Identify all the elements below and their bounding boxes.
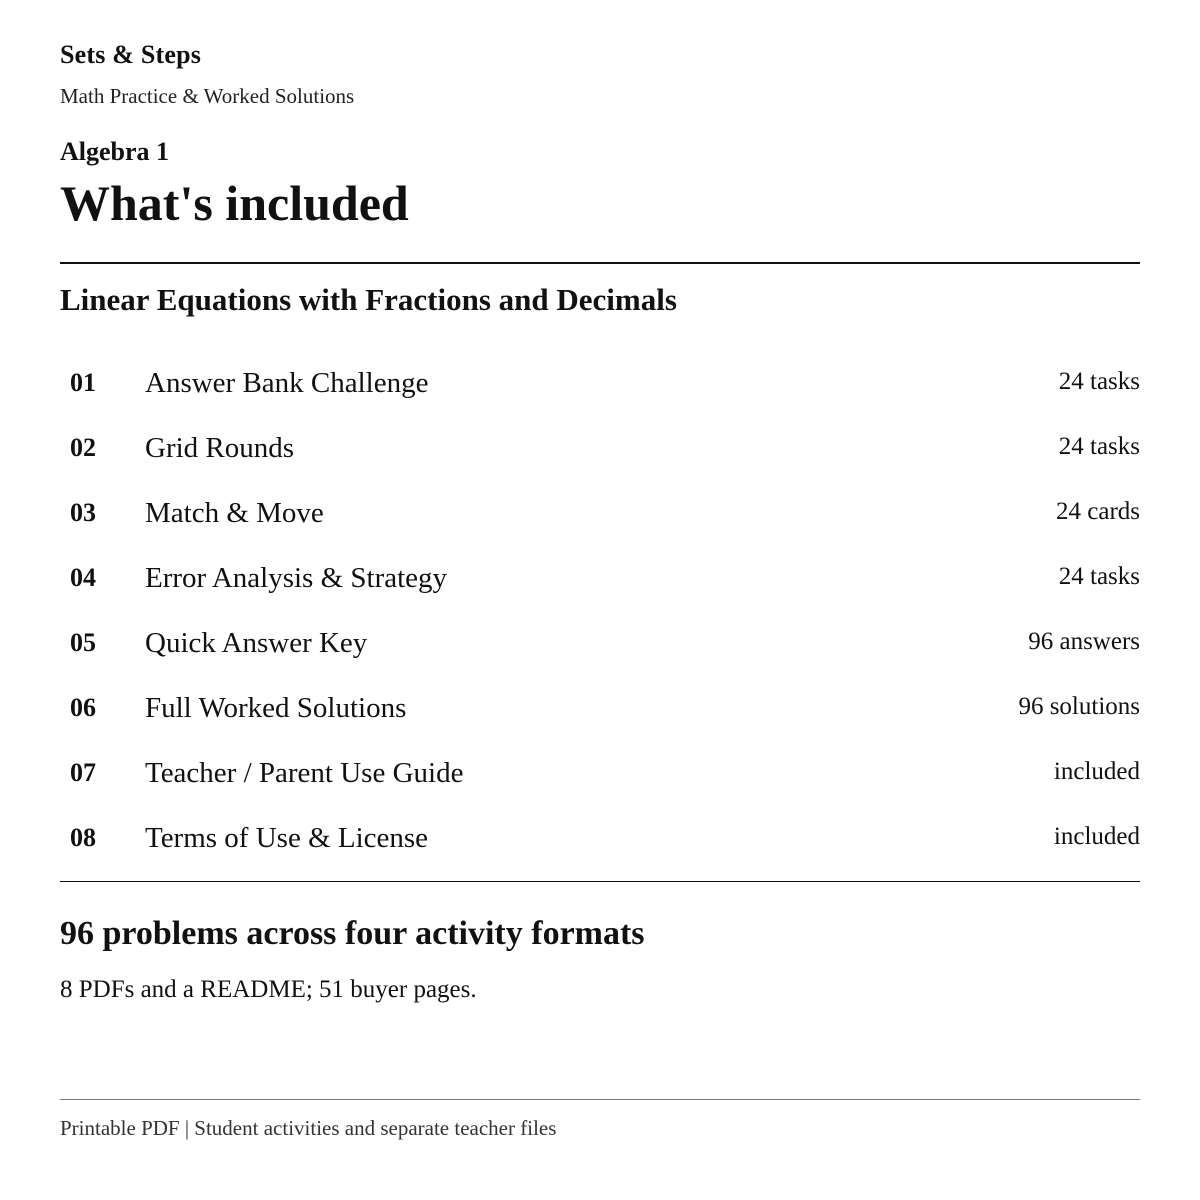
item-label: Full Worked Solutions [145,692,407,724]
item-count: 24 cards [1056,498,1140,525]
item-number: 04 [70,563,96,592]
brand-tagline: Math Practice & Worked Solutions [60,84,355,108]
item-count: 24 tasks [1058,563,1140,590]
item-label: Match & Move [145,497,324,529]
item-label: Terms of Use & License [145,822,429,854]
list-item [60,482,1140,547]
product-contents-page [60,0,1140,1200]
page-title: What's included [60,175,409,231]
item-count: 24 tasks [1058,368,1140,395]
item-number: 08 [70,823,96,852]
item-number: 05 [70,628,96,657]
list-item [60,352,1140,417]
item-count: 24 tasks [1058,433,1140,460]
list-item [60,417,1140,482]
brand-name: Sets & Steps [60,40,202,69]
list-divider [60,881,1140,882]
list-item [60,547,1140,612]
header-divider [60,262,1140,264]
course-label: Algebra 1 [60,137,170,166]
summary-heading: 96 problems across four activity formats [60,915,645,952]
summary-text: 8 PDFs and a README; 51 buyer pages. [60,976,477,1003]
section-title: Linear Equations with Fractions and Decimals [60,282,677,317]
item-number: 03 [70,498,96,527]
item-number: 02 [70,433,96,462]
list-item [60,742,1140,807]
item-label: Teacher / Parent Use Guide [145,757,464,789]
item-count: included [1053,823,1140,850]
list-item [60,612,1140,677]
contents-list [60,352,1140,872]
list-item [60,807,1140,872]
item-number: 06 [70,693,96,722]
item-label: Answer Bank Challenge [145,367,429,399]
list-item [60,677,1140,742]
item-label: Grid Rounds [145,432,295,464]
footer-divider [60,1099,1140,1100]
item-count: 96 answers [1028,628,1140,655]
item-number: 07 [70,758,96,787]
item-count: included [1053,758,1140,785]
item-count: 96 solutions [1018,693,1140,720]
item-label: Quick Answer Key [145,627,368,659]
item-label: Error Analysis & Strategy [145,562,448,594]
footer-note: Printable PDF | Student activities and separate teacher files [60,1116,557,1140]
item-number: 01 [70,368,96,397]
